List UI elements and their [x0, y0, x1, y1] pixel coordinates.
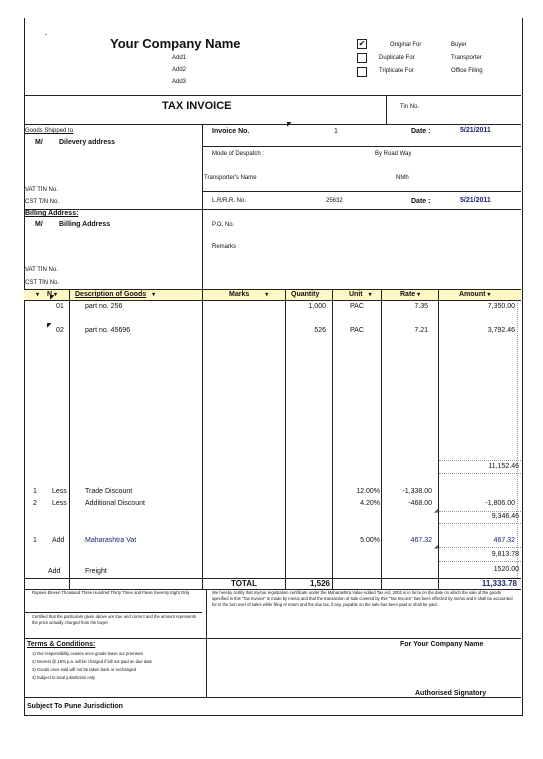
shipped-vat-label: VAT TIN No.	[25, 187, 58, 193]
shipped-to-prefix: M/	[35, 139, 43, 146]
company-address-line-3: Add3	[172, 79, 187, 85]
copy-label-duplicate: Duplicate For	[379, 55, 415, 61]
road-way-label: By Road Way	[375, 151, 412, 157]
filter-icon[interactable]: ▾	[417, 292, 421, 298]
item-2-rate: 7.21	[414, 327, 428, 334]
item-2-description: part no. 45696	[85, 327, 131, 334]
terms-line-1: 1) Our responsibility ceases once goods leave our premises	[32, 651, 144, 656]
filter-icon[interactable]: ▾	[53, 292, 57, 298]
col-header-quantity[interactable]: Quantity	[286, 290, 332, 300]
invoice-title: TAX INVOICE	[162, 100, 232, 112]
item-1-no: 01	[56, 303, 64, 310]
discount-2-pct: 4.20%	[360, 500, 380, 507]
filter-icon[interactable]: ▾	[265, 292, 269, 298]
company-address-line-1: Add1	[172, 55, 187, 61]
item-1-amount: 7,350.00	[487, 303, 515, 310]
jurisdiction: Subject To Pune Jurisdiction	[27, 703, 123, 710]
item-1-description: part no. 256	[85, 303, 123, 310]
item-2-unit: PAC	[350, 327, 364, 334]
billing-prefix: M/	[35, 221, 43, 228]
indicator-triangle: ◢	[434, 544, 438, 550]
total-quantity: 1,526	[309, 579, 330, 588]
authorised-signatory: Authorised Signatory	[415, 690, 487, 697]
discount-1-pct: 12.00%	[356, 488, 380, 495]
lr-date-value: 5/21/2011	[460, 197, 491, 204]
original-checkbox[interactable]: ✔	[358, 39, 366, 48]
item-2-quantity: 526	[314, 327, 326, 334]
certification-right: We hereby certify that my/our registration certificate under the Maharashtra Value Added Tax Act, 2002 is in force on the date on which the sale of the goods specified in this "Tax Invoice" is made by me/us and that the transaction of sale covered by this "Tax Invoice" has been effected by me/us and it shall be accounted for in the turn over of sales while filing of return and the due tax, if any, payable on the sale has been paid or shall be paid.	[212, 590, 513, 607]
lr-label: L.R/R.R. No.	[212, 198, 247, 204]
copy-for-office: Office Filing	[451, 68, 483, 74]
company-name: Your Company Name	[110, 36, 241, 51]
tax-op: Add	[52, 537, 65, 544]
subtotal-amount: 11,152.46	[488, 463, 519, 470]
amount-in-words: Rupees Eleven Thousand Three Hundred Thirty Three and Paise Seventy Eight Only	[32, 590, 190, 595]
item-2-amount: 3,792.46	[487, 327, 515, 334]
comment-marker: ◤	[50, 295, 55, 301]
col-header-unit[interactable]: Unit ▾	[333, 290, 381, 300]
billing-address: Billing Address	[59, 221, 111, 228]
item-1-unit: PAC	[350, 303, 364, 310]
lr-value: 25632	[326, 198, 343, 204]
after-discount-amount: 9,346.46	[491, 513, 519, 520]
nmh-label: NMh	[396, 175, 409, 181]
col-header-amount[interactable]: Amount ▾	[439, 290, 521, 300]
shipped-cst-label: CST TIN No.	[25, 199, 60, 205]
item-1-rate: 7.35	[414, 303, 428, 310]
invoice-date-value: 5/21/2011	[460, 127, 491, 134]
total-label: TOTAL	[231, 579, 257, 588]
freight-label: Freight	[85, 568, 107, 575]
copy-for-transporter: Transporter	[451, 55, 482, 61]
tax-amount: 467.32	[493, 537, 515, 544]
item-1-quantity: 1,000	[308, 303, 326, 310]
comment-marker: ◤	[287, 122, 292, 128]
terms-line-2: 2) Interest @ 18% p.a. will be charged if bill not paid on due date	[32, 659, 152, 664]
filter-icon[interactable]: ▾	[368, 292, 372, 298]
for-company: For Your Company Name	[400, 641, 484, 648]
copy-label-original: Original For	[390, 42, 422, 48]
terms-heading: Terms & Conditions:	[27, 641, 96, 648]
shipped-to-address: Dilevery address	[59, 139, 116, 146]
col-header-marks[interactable]: Marks ▾	[203, 290, 285, 300]
tin-label: Tin No.	[400, 104, 420, 110]
item-2-no: 02	[56, 327, 64, 334]
after-tax-amount: 9,813.78	[491, 551, 519, 558]
copy-for-buyer: Buyer	[451, 42, 467, 48]
freight-op: Add	[48, 568, 61, 575]
discount-1-no: 1	[33, 488, 37, 495]
company-address-line-2: Add2	[172, 67, 187, 73]
freight-amount: 1520.00	[493, 566, 519, 573]
copy-label-triplicate: Triplicate For	[379, 68, 414, 74]
discount-1-label: Trade Discount	[85, 488, 133, 495]
despatch-label: Mode of Despatch :	[212, 151, 265, 157]
tax-no: 1	[33, 537, 37, 544]
remarks-label: Remarks	[212, 244, 237, 250]
filter-icon[interactable]: ▾	[36, 292, 40, 298]
dash-mark: -	[45, 32, 48, 39]
discount-2-calc: -468.00	[408, 500, 432, 507]
filter-icon[interactable]: ▾	[152, 292, 156, 298]
billing-cst-label: CST TIN No.	[25, 280, 60, 286]
lr-date-label: Date :	[411, 198, 431, 205]
comment-marker: ◤	[47, 323, 52, 329]
terms-line-3: 3) Goods once sold will not be taken back or exchanged	[32, 667, 137, 672]
tax-pct: 5.00%	[360, 537, 380, 544]
certification-left: Certified that the particulars given above are true and correct and the amount represents the price actually charged from the buyer	[32, 614, 196, 625]
discount-1-calc: -1,338.00	[402, 488, 432, 495]
discount-2-amount: -1,806.00	[485, 500, 515, 507]
discount-1-op: Less	[52, 488, 67, 495]
col-header-no[interactable]: ▾ N ▾	[24, 290, 69, 300]
total-amount: 11,333.78	[481, 579, 517, 588]
discount-2-label: Additional Discount	[85, 500, 145, 507]
invoice-no-label: Invoice No.	[212, 128, 250, 135]
discount-2-op: Less	[52, 500, 67, 507]
terms-line-4: 4) Subject to local jurisdiction only	[32, 675, 96, 680]
invoice-no-value: 1	[334, 128, 338, 135]
filter-icon[interactable]: ▾	[487, 292, 491, 298]
col-header-description[interactable]: Description of Goods ▾	[70, 290, 202, 300]
shipped-to-label: Goods Shipped to	[25, 128, 74, 134]
po-label: P.O. No.	[212, 222, 235, 228]
billing-label: Billing Address:	[25, 210, 79, 217]
invoice-date-label: Date :	[411, 128, 431, 135]
transporter-label: Transporter's Name	[204, 175, 257, 181]
discount-2-no: 2	[33, 500, 37, 507]
tax-calc: 467.32	[410, 537, 432, 544]
indicator-triangle: ◢	[434, 508, 438, 514]
col-header-rate[interactable]: Rate ▾	[382, 290, 438, 300]
billing-vat-label: VAT TIN No.	[25, 267, 58, 273]
tax-label: Maharashtra Vat	[85, 537, 137, 544]
